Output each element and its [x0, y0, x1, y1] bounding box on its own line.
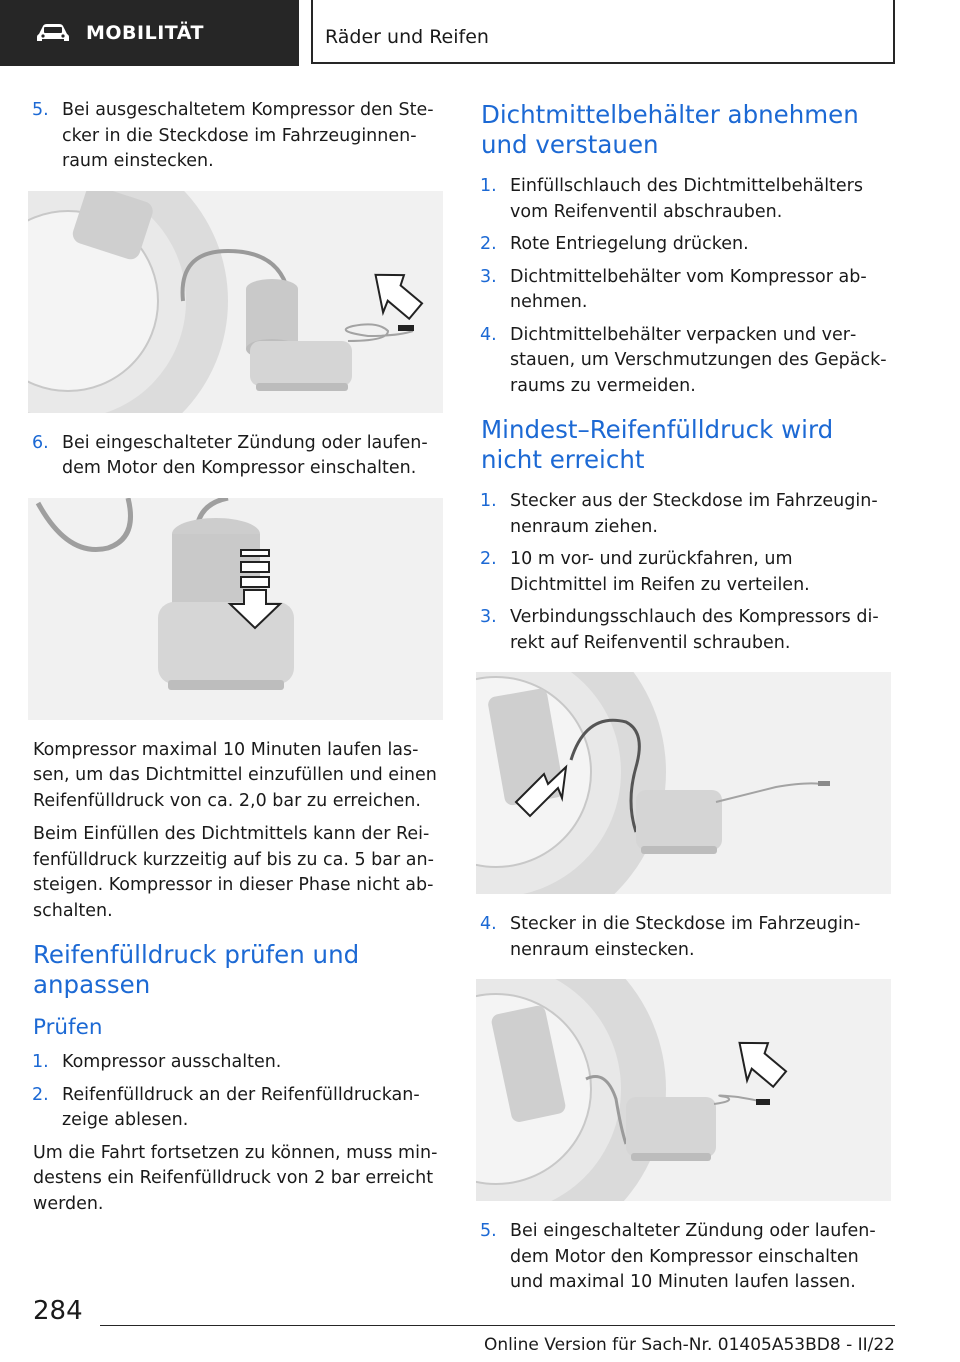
section-tab — [0, 0, 299, 66]
car-icon — [36, 22, 70, 44]
step-text: Reifenfülldruck an der Reifenfülldruckanzeige ablesen. — [62, 1084, 420, 1130]
step-number: 6. — [32, 432, 49, 453]
figure-compressor-plug — [28, 191, 443, 413]
step-number: 2. — [32, 1084, 49, 1105]
section-heading: Reifenfülldruck prüfen und anpassen — [33, 940, 360, 999]
step-item — [28, 1050, 443, 1076]
illustration-plug-socket — [476, 979, 891, 1201]
step-number: 1. — [480, 491, 497, 511]
step-number: 3. — [480, 607, 497, 627]
paragraph: Beim Einfüllen des Dichtmittels kann der Reifenfülldruck kurzzeitig auf bis zu ca. 5 bar ansteigen. Kompressor in dieser Phase nicht abschalten. — [33, 824, 434, 921]
section-heading: Dichtmittelbehälter abnehmen und verstauen — [481, 100, 859, 159]
right-column — [476, 98, 891, 1303]
step-number: 5. — [32, 100, 49, 120]
step-number: 3. — [480, 266, 497, 287]
step-text: Stecker aus der Steckdose im Fahrzeuginnenraum ziehen. — [510, 491, 878, 537]
page-header — [0, 0, 960, 66]
step-text: Bei eingeschalteter Zündung oder laufendem Motor den Kompressor einschalten. — [62, 432, 428, 478]
step-number: 1. — [480, 176, 497, 196]
step-item — [476, 489, 891, 540]
page-number: 284 — [33, 1296, 83, 1326]
step-number: 4. — [480, 324, 497, 345]
step-text: Einfüllschlauch des Dichtmittelbehälters vom Reifenventil abschrauben. — [510, 176, 863, 222]
section-title: MOBILITÄT — [86, 22, 204, 44]
step-item — [476, 232, 891, 258]
step-number: 1. — [32, 1052, 49, 1072]
figure-plug-socket — [476, 979, 891, 1201]
step-item — [476, 605, 891, 656]
step-text: 10 m vor- und zurückfahren, um Dichtmittel im Reifen zu verteilen. — [510, 549, 810, 595]
footer-note: Online Version für Sach-Nr. 01405A53BD8 - II/22 — [484, 1335, 895, 1355]
step-text: Stecker in die Steckdose im Fahrzeuginnenraum einstecken. — [510, 914, 861, 960]
chapter-title: Räder und Reifen — [325, 26, 489, 48]
step-number: 5. — [480, 1221, 497, 1241]
step-item — [476, 547, 891, 598]
step-number: 2. — [480, 549, 497, 569]
step-item — [476, 174, 891, 225]
step-text: Bei eingeschalteter Zündung oder laufendem Motor den Kompressor einschalten und maximal 10 Minuten laufen lassen. — [510, 1221, 876, 1292]
step-number: 4. — [480, 914, 497, 934]
footer-divider — [100, 1325, 895, 1326]
step-item — [28, 98, 443, 175]
figure-hose-valve — [476, 672, 891, 894]
chapter-box — [311, 0, 895, 64]
illustration-compressor-plug — [28, 191, 443, 413]
step-item — [476, 265, 891, 316]
step-text: Rote Entriegelung drücken. — [510, 234, 749, 254]
step-item — [28, 1083, 443, 1134]
illustration-hose-valve — [476, 672, 891, 894]
step-number: 2. — [480, 234, 497, 254]
paragraph: Kompressor maximal 10 Minuten laufen lassen, um das Dichtmittel einzufüllen und einen Reifenfülldruck von ca. 2,0 bar zu erreichen. — [33, 739, 437, 811]
step-item — [28, 431, 443, 482]
illustration-compressor-switch — [28, 498, 443, 720]
step-text: Dichtmittelbehälter verpacken und verstauen, um Verschmutzungen des Gepäckraums zu vermeiden. — [510, 324, 887, 396]
step-item — [476, 323, 891, 400]
step-text: Dichtmittelbehälter vom Kompressor abnehmen. — [510, 266, 867, 312]
figure-compressor-switch — [28, 498, 443, 720]
step-text: Verbindungsschlauch des Kompressors direkt auf Reifenventil schrauben. — [510, 607, 879, 653]
step-item — [476, 912, 891, 963]
step-item — [476, 1219, 891, 1296]
paragraph: Um die Fahrt fortsetzen zu können, muss mindestens ein Reifenfülldruck von 2 bar erreicht werden. — [33, 1142, 438, 1214]
step-text: Kompressor ausschalten. — [62, 1052, 282, 1072]
step-text: Bei ausgeschaltetem Kompressor den Stecker in die Steckdose im Fahrzeuginnenraum einstecken. — [62, 100, 434, 171]
section-heading: Mindest–Reifenfülldruck wird nicht erreicht — [481, 415, 834, 474]
left-column — [28, 98, 443, 1225]
subsection-heading: Prüfen — [33, 1015, 103, 1040]
